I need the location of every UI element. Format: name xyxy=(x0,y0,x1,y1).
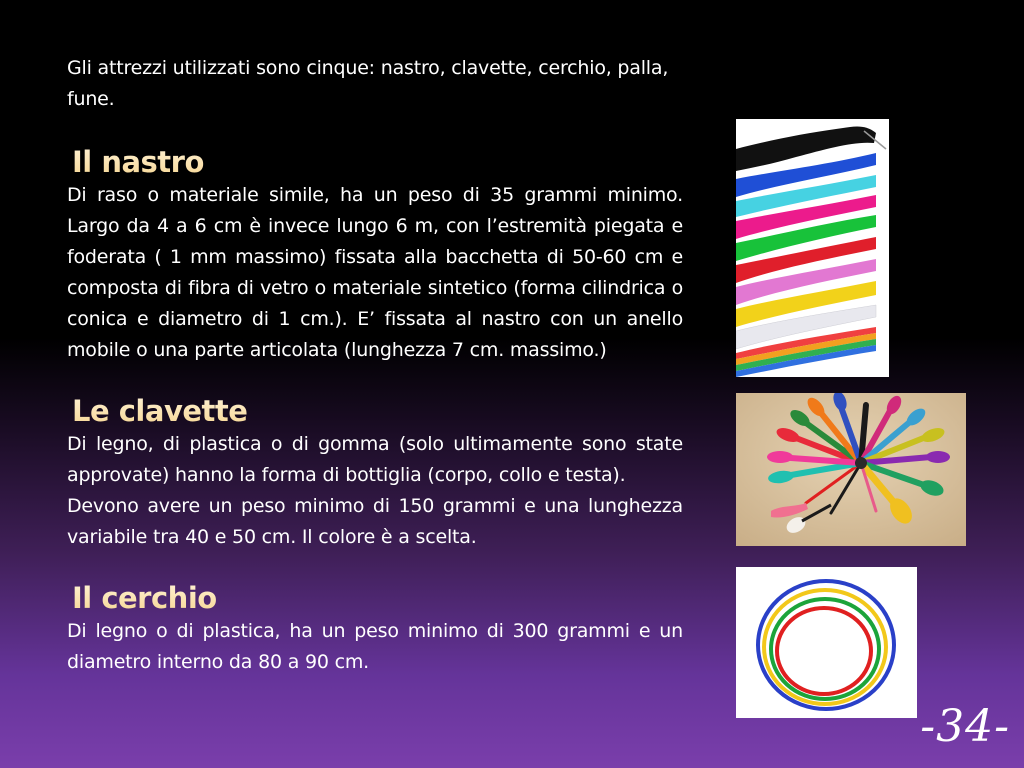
heading-clavette: Le clavette xyxy=(72,393,683,429)
heading-cerchio: Il cerchio xyxy=(72,580,683,616)
ribbons-photo xyxy=(736,119,889,377)
hoops-photo xyxy=(736,567,917,718)
nastro-description: Di raso o materiale simile, ha un peso di 35 grammi minimo. Largo da 4 a 6 cm è invece lungo 6 m, con l’estremità piegata e foderata ( 1 mm massimo) fissata alla bacchetta di 50-60 cm e composta di fibra di vetro o materiale sintetico (forma cilindrica o conica e diametro di 1 cm.). E’ fissata al nastro con un anello mobile o una parte articolata (lunghezza 7 cm. massimo.) xyxy=(67,184,683,361)
intro-text: Gli attrezzi utilizzati sono cinque: nastro, clavette, cerchio, palla, fune. xyxy=(67,57,669,110)
heading-nastro: Il nastro xyxy=(72,144,683,180)
cerchio-description: Di legno o di plastica, ha un peso minimo di 300 grammi e un diametro interno da 80 a 90 cm. xyxy=(67,620,683,673)
page-number: -34- xyxy=(920,701,1010,752)
clavette-description: Di legno, di plastica o di gomma (solo ultimamente sono state approvate) hanno la forma di bottiglia (corpo, collo e testa). xyxy=(67,433,683,486)
slide-text-column xyxy=(67,53,683,678)
clubs-photo xyxy=(736,393,966,546)
clavette-description-2: Devono avere un peso minimo di 150 grammi e una lunghezza variabile tra 40 e 50 cm. Il colore è a scelta. xyxy=(67,495,683,548)
